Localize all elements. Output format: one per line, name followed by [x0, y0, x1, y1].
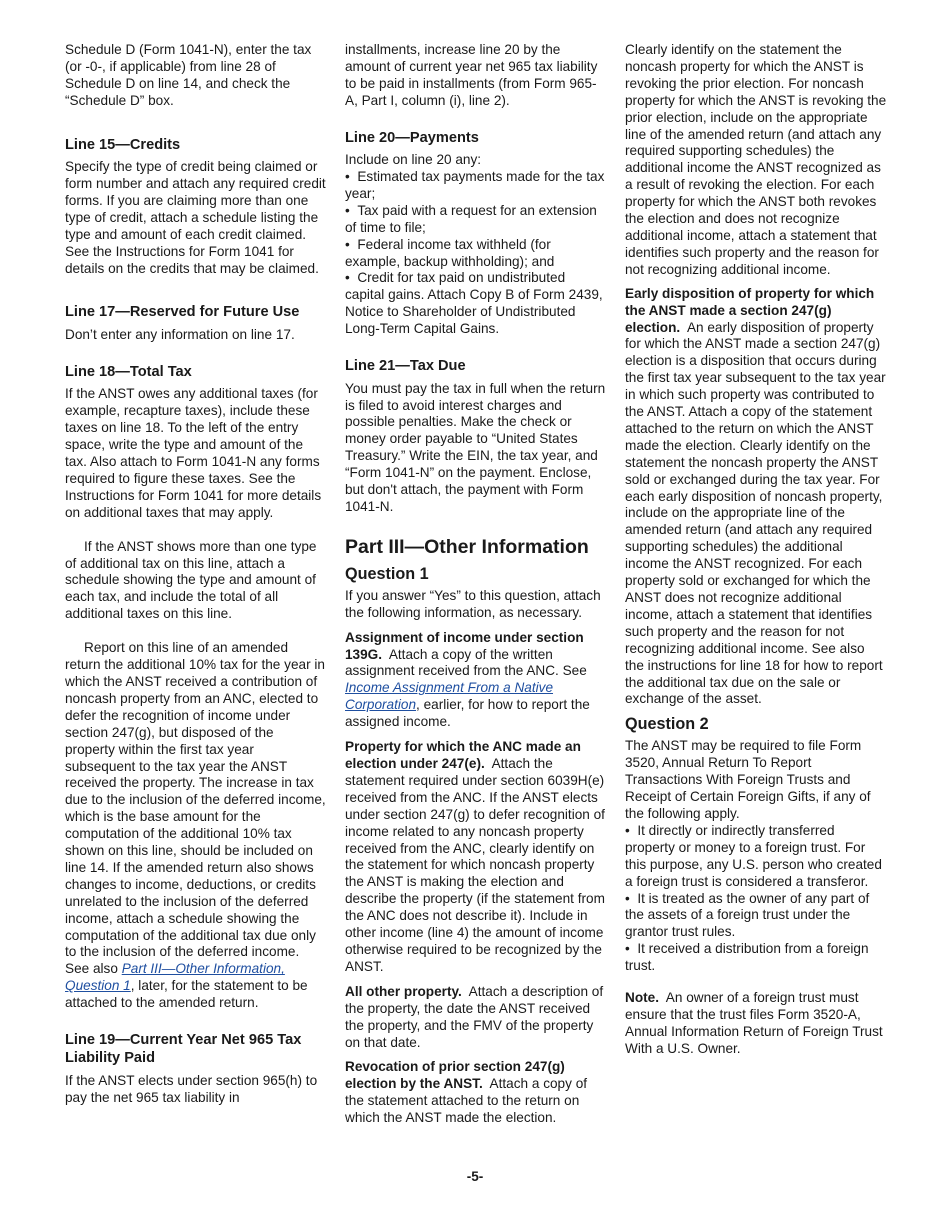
line18-p3-text-end: , later, for the statement to be attached to the amended return. [65, 978, 308, 1011]
note-paragraph [625, 990, 887, 1058]
line21-heading: Line 21—Tax Due [345, 358, 466, 375]
other-property-paragraph [345, 984, 607, 1052]
line15-heading: Line 15—Credits [65, 136, 181, 153]
question1-body: If you answer “Yes” to this question, attach the following information, as necessary. [345, 587, 601, 620]
question2-bullet-list [625, 823, 887, 975]
column-middle [345, 42, 607, 1127]
revocation-lead: Revocation of prior section 247(g) election by the ANST. [345, 1059, 565, 1092]
early-disposition-paragraph [625, 286, 887, 709]
early-disposition-text: An early disposition of property for which the ANST made a section 247(g) election is a disposition that occurs during the first tax year subsequent to the tax year in which such property was contributed to the ANST. Attach a copy of the statement attached to the return on which the ANST made the election. Clearly identify on the statement the noncash property the ANST sold or exchanged during the tax year. For each early disposition of noncash property, include on the appropriate line of the amended return (and attach any required supporting schedules) the additional income the ANST recognized. For each property sold or exchanged for which the ANST does not recognize additional income, attach a statement that identifies such property and the reason for not recognizing additional income. See also the instructions for line 18 for how to report the additional tax due on the sale or exchange of the asset. [625, 319, 886, 707]
line20-heading: Line 20—Payments [345, 129, 479, 146]
line19-heading: Line 19—Current Year Net 965 Tax Liability Paid [65, 1032, 302, 1066]
list-item: • Credit for tax paid on undistributed capital gains. Attach Copy B of Form 2439, Notice to Shareholder of Undistributed Long-Term Capital Gains. [345, 270, 607, 338]
list-item: • Estimated tax payments made for the tax year; [345, 169, 607, 203]
note-lead: Note. [625, 990, 659, 1006]
early-disposition-lead: Early disposition of property for which the ANST made a section 247(g) election. [625, 285, 875, 335]
assignment-lead: Assignment of income under section 139G. [345, 629, 584, 662]
line18-heading: Line 18—Total Tax [65, 363, 192, 380]
line17-body: Don’t enter any information on line 17. [65, 326, 295, 342]
other-property-text: Attach a description of the property, the date the ANST received the property, and the FMV of the property on that date. [345, 983, 604, 1050]
line21-body: You must pay the tax in full when the return is filed to avoid interest charges and possible penalties. Make the check or money order payable to “United States Treasury.” Write the EIN, the tax year, and “Form 1041-N” on the payment. Enclose, but don't attach, the payment with Form 1041-N. [345, 380, 606, 514]
part3-heading: Part III—Other Information [345, 535, 589, 558]
line20-lead: Include on line 20 any: [345, 152, 482, 168]
assignment-text: Attach a copy of the written assignment received from the ANC. See [345, 646, 587, 679]
line17-heading: Line 17—Reserved for Future Use [65, 304, 300, 321]
list-item: • Tax paid with a request for an extension of time to file; [345, 203, 607, 237]
question2-heading: Question 2 [625, 715, 709, 734]
line18-p2: If the ANST shows more than one type of additional tax on this line, attach a schedule showing the type and amount of each tax, and include the total of all additional taxes on this line. [65, 538, 317, 622]
line15-body: Specify the type of credit being claimed or form number and attach any required credit forms. If you are claiming more than one type of credit, attach a schedule listing the type and amount of each credit claimed. See the Instructions for Form 1041 for details on the credits that may be claimed. [65, 159, 326, 276]
assignment-text-end: , earlier, for how to report the assigned income. [345, 697, 590, 730]
note-text: An owner of a foreign trust must ensure that the trust files Form 3520-A, Annual Information Return of Foreign Trust With a U.S. Owner. [625, 990, 883, 1056]
list-item: • It received a distribution from a foreign trust. [625, 941, 887, 975]
col2-intro: installments, increase line 20 by the amount of current year net 965 tax liability to be paid in installments (from Form 965-A, Part I, column (i), line 2). [345, 42, 598, 108]
income-assignment-link[interactable]: Income Assignment From a Native Corporation [345, 680, 554, 713]
line18-p3-text: Report on this line of an amended return the additional 10% tax for the year in which the ANST received a contribution of noncash property from an ANC, elected to defer the recognition of income under section 247(g), but disposed of the property within the first tax year subsequent to the tax year the ANST received the property. The increase in tax due to the inclusion of the deferred income, which is the base amount for the computation of the additional 10% tax shown on this line, should be included on line 14. If the amended return also shows changes to income, deductions, or credits unrelated to the inclusion of the deferred income, attach a schedule showing the computation of the additional tax due only to the inclusion of the deferred income. See also [65, 640, 326, 977]
question1-heading: Question 1 [345, 564, 429, 583]
column-right [625, 42, 887, 1058]
part3-question1-link[interactable]: Part III—Other Information, Question 1 [65, 961, 285, 994]
col3-intro: Clearly identify on the statement the noncash property for which the ANST is revoking the prior election. For noncash property for which the ANST is revoking the prior election, include on the appropriate line of the amended return (and attach any required supporting schedules) the additional income the ANST recognized as a result of revoking the election. For each property for which the ANST both revokes the election and does not recognize additional income, attach a statement that identifies such property and the reason for not recognizing additional income. [625, 42, 887, 277]
other-property-lead: All other property. [345, 983, 462, 999]
list-item: • It directly or indirectly transferred property or money to a foreign trust. For this purpose, any U.S. person who created a foreign trust is considered a transferor. [625, 823, 887, 891]
line18-p3 [65, 640, 327, 1012]
assignment-paragraph [345, 630, 607, 731]
property-247e-text: Attach the statement required under section 6039H(e) received from the ANC. If the ANST elects under section 247(g) to defer recognition of income related to any noncash property received from the ANC, clearly identify on the statement for which noncash property the ANST is making the election and describe the property (if the statement from the ANC does not describe it). Include in other income (line 4) the amount of income otherwise required to be recognized by the ANST. [345, 756, 605, 974]
line20-bullet-list [345, 169, 607, 338]
col1-intro: Schedule D (Form 1041-N), enter the tax (or -0-, if applicable) from line 28 of Schedule D on line 14, and check the “Schedule D” box. [65, 42, 312, 108]
list-item: • Federal income tax withheld (for example, backup withholding); and [345, 237, 607, 271]
line18-p1: If the ANST owes any additional taxes (for example, recapture taxes), include these taxes on line 18. To the left of the entry space, write the type and amount of the tax. Also attach to Form 1041-N any forms required to figure these taxes. See the Instructions for Form 1041 for more details on additional taxes that may apply. [65, 386, 322, 520]
page-number: -5- [466, 1169, 484, 1184]
property-247e-paragraph [345, 739, 607, 976]
list-item: • It is treated as the owner of any part of the assets of a foreign trust under the grantor trust rules. [625, 891, 887, 942]
column-left [65, 42, 327, 1107]
property-247e-lead: Property for which the ANC made an election under 247(e). [345, 739, 581, 771]
line19-body: If the ANST elects under section 965(h) to pay the net 965 tax liability in [65, 1073, 318, 1105]
revocation-text: Attach a copy of the statement attached to the return on which the ANST made the election. [345, 1076, 588, 1126]
question2-body: The ANST may be required to file Form 3520, Annual Return To Report Transactions With Foreign Trusts and Receipt of Certain Foreign Gifts, if any of the following apply. [625, 738, 871, 821]
revocation-paragraph [345, 1059, 607, 1127]
